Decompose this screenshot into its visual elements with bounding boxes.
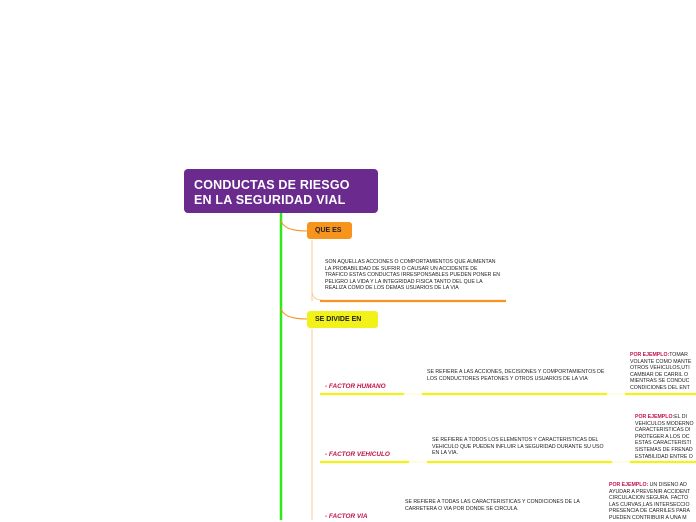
- factor-humano-label[interactable]: - FACTOR HUMANO: [325, 383, 386, 390]
- example-label: POR EJEMPLO:: [635, 414, 675, 420]
- topic-se-divide-en[interactable]: SE DIVIDE EN: [307, 311, 378, 328]
- root-title-line2: EN LA SEGURIDAD VIAL: [194, 193, 346, 207]
- factor-vehiculo-label[interactable]: - FACTOR VEHICULO: [325, 451, 390, 458]
- factor-vehiculo-description: SE REFIERE A TODOS LOS ELEMENTOS Y CARACTERISTICAS DEL VEHICULO QUE PUEDEN INFLUIR LA SEGURIDAD DURANTE SU USO EN LA VIA.: [432, 437, 604, 457]
- factor-via-example: POR EJEMPLO: UN DISEÑO AD AYUDAR A PREVENIR ACCIDENT CIRCULACION SEGURA. FACTO LAS CURVAS,LAS INTERSECCIO PRESENCIA DE CARRILES PARA PUEDEN CONTRIBUIR A UNA M: [609, 482, 691, 521]
- factor-vehiculo-example: POR EJEMPLO:EL DI VEHICULOS MODERNO CARACTERISTICAS DI PROTEGER A LOS OC ESTAS CARACTERISTI SISTEMAS DE FRENAD ESTABILIDAD ENTRE O: [635, 414, 694, 460]
- example-label: POR EJEMPLO:: [609, 482, 649, 488]
- factor-humano-example: POR EJEMPLO:TOMAR VOLANTE COMO MANTE OTROS VEHICULOS,UTI CAMBIAR DE CARRIL O MIENTRAS SE CONDUC CONDICIONES DEL ENT: [630, 352, 692, 391]
- root-title-line1: CONDUCTAS DE RIESGO: [194, 178, 350, 192]
- root-topic[interactable]: [184, 169, 378, 213]
- factor-via-description: SE REFIERE A TODAS LAS CARACTERISTICAS Y CONDICIONES DE LA CARRETERA O VIA POR DONDE SE CIRCULA.: [405, 499, 580, 512]
- example-label: POR EJEMPLO:: [630, 352, 670, 358]
- factor-via-label[interactable]: - FACTOR VIA: [325, 513, 368, 520]
- topic-que-es[interactable]: QUE ES: [307, 222, 352, 239]
- definition-text: SON AQUELLAS ACCIONES O COMPORTAMIENTOS QUE AUMENTAN LA PROBABILIDAD DE SUFRIR O CAUSAR UN ACCIDENTE DE TRAFICO ESTAS CONDUCTAS IRRESPONSABLES PUEDEN PONER EN PELIGRO LA VIDA Y LA INTEGRIDAD FISICA TANTO DEL QUE LA REALIZA COMO DE LOS DEMAS USUARIOS DE LA VIA: [325, 259, 501, 292]
- factor-humano-description: SE REFIERE A LAS ACCIONES, DECISIONES Y COMPORTAMIENTOS DE LOS CONDUCTORES PEATONES Y OTROS USUARIOS DE LA VIA: [427, 369, 605, 382]
